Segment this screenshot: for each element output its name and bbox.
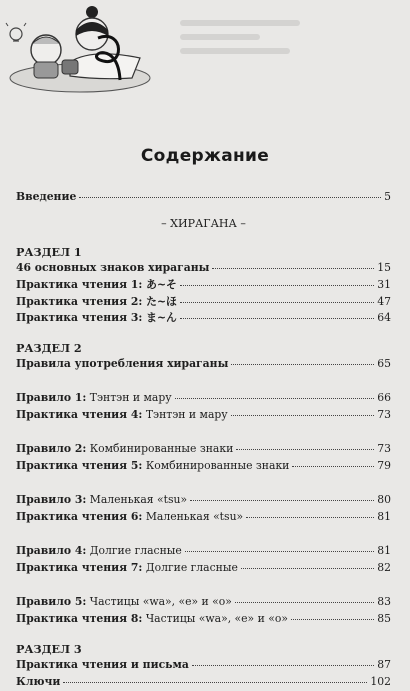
dot-leader — [231, 415, 375, 416]
entry-title: Тэнтэн и мару — [86, 391, 171, 404]
page-number: 81 — [377, 510, 391, 523]
page-number: 64 — [377, 311, 391, 324]
toc-entry[interactable] — [16, 612, 391, 629]
toc-entry[interactable] — [16, 544, 391, 561]
section-heading-1: РАЗДЕЛ 1 — [16, 245, 391, 261]
dot-leader — [185, 551, 375, 552]
toc-entry[interactable] — [16, 310, 391, 327]
entry-prefix: Правило 1: — [16, 391, 86, 404]
dot-leader — [292, 466, 374, 467]
page-number: 5 — [384, 190, 391, 203]
toc-entry[interactable] — [16, 357, 391, 374]
entry-title: 46 основных знаков хираганы — [16, 261, 209, 274]
entry-title: Маленькая «tsu» — [86, 493, 187, 506]
page-number: 47 — [377, 295, 391, 308]
page-number: 73 — [377, 442, 391, 455]
entry-title: Долгие гласные — [142, 561, 237, 574]
toc-entry[interactable] — [16, 658, 391, 675]
entry-prefix: Правило 4: — [16, 544, 86, 557]
entry-title: Практика чтения 3: ま~ん — [16, 311, 177, 324]
page-title: Содержание — [0, 146, 410, 166]
toc-entry[interactable] — [16, 595, 391, 612]
dot-leader — [180, 285, 374, 286]
toc-entry[interactable] — [16, 294, 391, 311]
toc-entry[interactable] — [16, 391, 391, 408]
page-number: 79 — [377, 459, 391, 472]
page-number: 87 — [377, 658, 391, 671]
entry-title: Введение — [16, 190, 76, 203]
page-number: 65 — [377, 357, 391, 370]
page-number: 81 — [377, 544, 391, 557]
entry-prefix: Практика чтения 4: — [16, 408, 142, 421]
chibi-characters-illustration — [0, 0, 170, 110]
entry-title: Долгие гласные — [86, 544, 181, 557]
dot-leader — [175, 398, 375, 399]
entry-prefix: Практика чтения 7: — [16, 561, 142, 574]
toc-entry[interactable] — [16, 493, 391, 510]
dot-leader — [180, 318, 374, 319]
dot-leader — [79, 197, 381, 198]
dot-leader — [236, 449, 374, 450]
toc-entry[interactable] — [16, 408, 391, 425]
page-number: 73 — [377, 408, 391, 421]
entry-title: Комбинированные знаки — [86, 442, 233, 455]
entry-title: Частицы «wa», «e» и «o» — [86, 595, 232, 608]
toc-entry[interactable] — [16, 261, 391, 278]
dot-leader — [190, 500, 374, 501]
section-heading-2: РАЗДЕЛ 2 — [16, 341, 391, 357]
dot-leader — [180, 302, 374, 303]
entry-title: Частицы «wa», «e» и «o» — [142, 612, 288, 625]
dot-leader — [246, 517, 374, 518]
toc-entry[interactable] — [16, 459, 391, 476]
dot-leader — [241, 568, 374, 569]
entry-title: Маленькая «tsu» — [142, 510, 243, 523]
page-number: 85 — [377, 612, 391, 625]
dot-leader — [291, 619, 374, 620]
part-heading-hiragana: – ХИРАГАНА – — [16, 217, 391, 235]
table-of-contents — [16, 190, 391, 691]
page-number: 82 — [377, 561, 391, 574]
entry-title: Комбинированные знаки — [142, 459, 289, 472]
entry-prefix: Правило 5: — [16, 595, 86, 608]
entry-title: Практика чтения 2: た~ほ — [16, 295, 177, 308]
entry-title: Правила употребления хираганы — [16, 357, 228, 370]
toc-entry[interactable] — [16, 510, 391, 527]
entry-title: Практика чтения и письма — [16, 658, 189, 671]
toc-entry-intro[interactable] — [16, 190, 391, 207]
dot-leader — [235, 602, 374, 603]
entry-prefix: Правило 2: — [16, 442, 86, 455]
dot-leader — [63, 682, 367, 683]
entry-title: Практика чтения 1: あ~そ — [16, 278, 177, 291]
entry-prefix: Практика чтения 8: — [16, 612, 142, 625]
entry-title: Ключи — [16, 675, 60, 688]
page-number: 31 — [377, 278, 391, 291]
page-number: 80 — [377, 493, 391, 506]
section-heading-3: РАЗДЕЛ 3 — [16, 642, 391, 658]
toc-entry[interactable] — [16, 675, 391, 691]
bleed-through-text — [180, 12, 380, 62]
toc-entry[interactable] — [16, 561, 391, 578]
page-number: 15 — [377, 261, 391, 274]
page-number: 102 — [370, 675, 391, 688]
entry-prefix: Правило 3: — [16, 493, 86, 506]
entry-prefix: Практика чтения 5: — [16, 459, 142, 472]
toc-entry[interactable] — [16, 442, 391, 459]
page-number: 66 — [377, 391, 391, 404]
entry-title: Тэнтэн и мару — [142, 408, 227, 421]
dot-leader — [212, 268, 374, 269]
dot-leader — [192, 665, 374, 666]
page-number: 83 — [377, 595, 391, 608]
entry-prefix: Практика чтения 6: — [16, 510, 142, 523]
lightbulb-icon — [6, 23, 26, 41]
toc-entry[interactable] — [16, 277, 391, 294]
dot-leader — [231, 364, 374, 365]
